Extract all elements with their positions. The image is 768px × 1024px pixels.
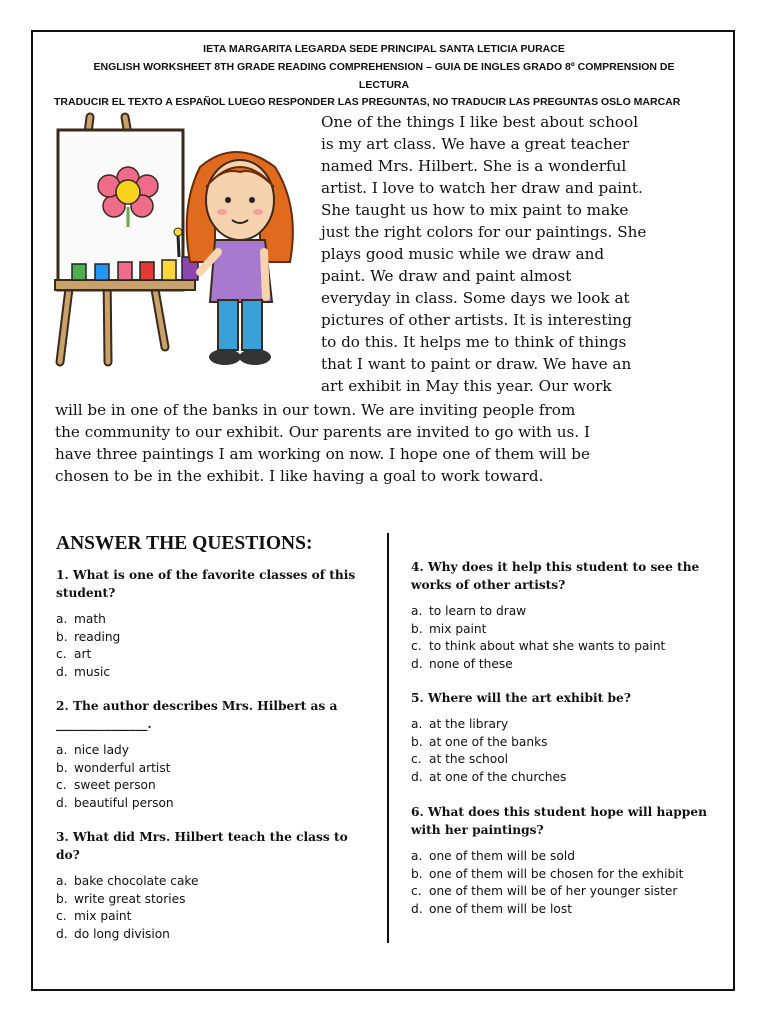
answer-option[interactable] (56, 777, 156, 795)
instructions: TRADUCIR EL TEXTO A ESPAÑOL LUEGO RESPONDER LAS PREGUNTAS, NO TRADUCIR LAS PREGUNTAS OSLO MARCAR (54, 96, 681, 108)
option-text: one of them will be sold (429, 849, 575, 863)
reading-line: art exhibit in May this year. Our work (321, 377, 612, 395)
reading-line: just the right colors for our paintings. She (321, 223, 647, 241)
option-letter: d. (411, 901, 423, 916)
answer-option[interactable] (56, 926, 170, 944)
answer-option[interactable] (411, 621, 486, 639)
option-letter: b. (411, 621, 423, 636)
option-text: mix paint (74, 909, 132, 923)
answer-option[interactable] (56, 611, 106, 629)
option-text: one of them will be chosen for the exhibit (429, 866, 684, 881)
reading-line: pictures of other artists. It is interesting (321, 311, 632, 329)
option-text: art (74, 647, 92, 661)
option-letter: b. (411, 734, 423, 749)
answer-option[interactable] (411, 638, 665, 656)
answer-option[interactable] (411, 716, 508, 734)
girl-artist-icon (187, 152, 293, 365)
answer-option[interactable] (411, 603, 526, 621)
answer-option[interactable] (411, 751, 508, 769)
reading-line: will be in one of the banks in our town. We are inviting people from (55, 401, 576, 419)
option-letter: b. (56, 891, 68, 906)
option-text: none of these (429, 656, 513, 671)
option-text: do long division (74, 926, 170, 941)
option-letter: a. (411, 604, 423, 618)
answer-option[interactable] (411, 866, 683, 884)
question-text: 6. What does this student hope will happen with her paintings? (411, 805, 707, 837)
answer-option[interactable] (56, 646, 91, 664)
option-letter: a. (56, 612, 68, 626)
option-text: one of them will be lost (429, 901, 573, 916)
easel-icon (55, 117, 195, 362)
reading-line: is my art class. We have a great teacher (321, 135, 630, 153)
option-text: math (74, 612, 106, 626)
answer-option[interactable] (56, 891, 185, 909)
answer-option[interactable] (411, 901, 572, 919)
art-class-illustration (50, 112, 300, 382)
option-letter: a. (411, 717, 423, 731)
answer-option[interactable] (56, 664, 110, 682)
option-letter: d. (56, 926, 68, 941)
option-letter: a. (56, 874, 68, 888)
answer-option[interactable] (56, 742, 129, 760)
reading-line: plays good music while we draw and (321, 245, 605, 263)
question-text: 4. Why does it help this student to see the works of other artists? (411, 560, 700, 592)
answer-option[interactable] (56, 795, 174, 813)
answer-option[interactable] (56, 629, 120, 647)
option-text: one of them will be of her younger sister (429, 884, 678, 898)
option-text: bake chocolate cake (74, 874, 199, 888)
option-text: reading (74, 629, 121, 644)
option-text: to think about what she wants to paint (429, 639, 666, 653)
reading-line: chosen to be in the exhibit. I like having a goal to work toward. (55, 467, 544, 485)
reading-line: that I want to paint or draw. We have an (321, 355, 632, 373)
option-text: write great stories (74, 891, 186, 906)
answer-option[interactable] (56, 873, 199, 891)
question-text: 3. What did Mrs. Hilbert teach the class to do? (56, 830, 348, 862)
question-text: 5. Where will the art exhibit be? (411, 691, 631, 705)
option-text: at one of the churches (429, 769, 567, 784)
answer-option[interactable] (56, 760, 170, 778)
option-letter: d. (411, 769, 423, 784)
column-divider (387, 533, 389, 943)
reading-line: paint. We draw and paint almost (321, 267, 572, 285)
option-letter: d. (56, 664, 68, 679)
answer-option[interactable] (411, 656, 513, 674)
answer-option[interactable] (411, 734, 548, 752)
option-letter: c. (56, 778, 67, 792)
option-letter: c. (411, 639, 422, 653)
option-letter: d. (56, 795, 68, 810)
reading-line: She taught us how to mix paint to make (321, 201, 629, 219)
worksheet-title: ENGLISH WORKSHEET 8TH GRADE READING COMPREHENSION – GUIA DE INGLES GRADO 8º COMPRENSION DE (93, 61, 675, 73)
option-letter: c. (411, 884, 422, 898)
reading-line: artist. I love to watch her draw and paint. (321, 179, 643, 197)
school-name: IETA MARGARITA LEGARDA SEDE PRINCIPAL SANTA LETICIA PURACE (203, 43, 565, 55)
answer-option[interactable] (411, 769, 566, 787)
reading-line: named Mrs. Hilbert. She is a wonderful (321, 157, 627, 175)
reading-line: everyday in class. Some days we look at (321, 289, 630, 307)
option-text: to learn to draw (429, 604, 527, 618)
option-text: nice lady (74, 743, 129, 757)
option-text: music (74, 664, 111, 679)
answer-option[interactable] (56, 908, 131, 926)
option-letter: b. (411, 866, 423, 881)
questions-title: ANSWER THE QUESTIONS: (56, 533, 313, 554)
option-letter: c. (56, 909, 67, 923)
reading-line: the community to our exhibit. Our parents are invited to go with us. I (55, 423, 590, 441)
option-text: beautiful person (74, 795, 174, 810)
option-letter: a. (56, 743, 68, 757)
option-text: at the school (429, 752, 509, 766)
option-text: at the library (429, 717, 509, 731)
option-letter: a. (411, 849, 423, 863)
answer-option[interactable] (411, 848, 575, 866)
reading-line: One of the things I like best about school (321, 113, 639, 131)
option-letter: c. (411, 752, 422, 766)
question-text: 1. What is one of the favorite classes of this student? (56, 568, 356, 600)
option-letter: c. (56, 647, 67, 661)
option-letter: d. (411, 656, 423, 671)
answer-option[interactable] (411, 883, 677, 901)
option-letter: b. (56, 629, 68, 644)
option-text: wonderful artist (74, 760, 171, 775)
reading-line: to do this. It helps me to think of things (321, 333, 627, 351)
option-text: sweet person (74, 778, 156, 792)
question-text: 2. The author describes Mrs. Hilbert as a _______________. (56, 699, 338, 731)
option-text: mix paint (429, 621, 487, 636)
worksheet-title-cont: LECTURA (358, 79, 410, 91)
option-letter: b. (56, 760, 68, 775)
reading-line: have three paintings I am working on now. I hope one of them will be (55, 445, 590, 463)
option-text: at one of the banks (429, 734, 548, 749)
